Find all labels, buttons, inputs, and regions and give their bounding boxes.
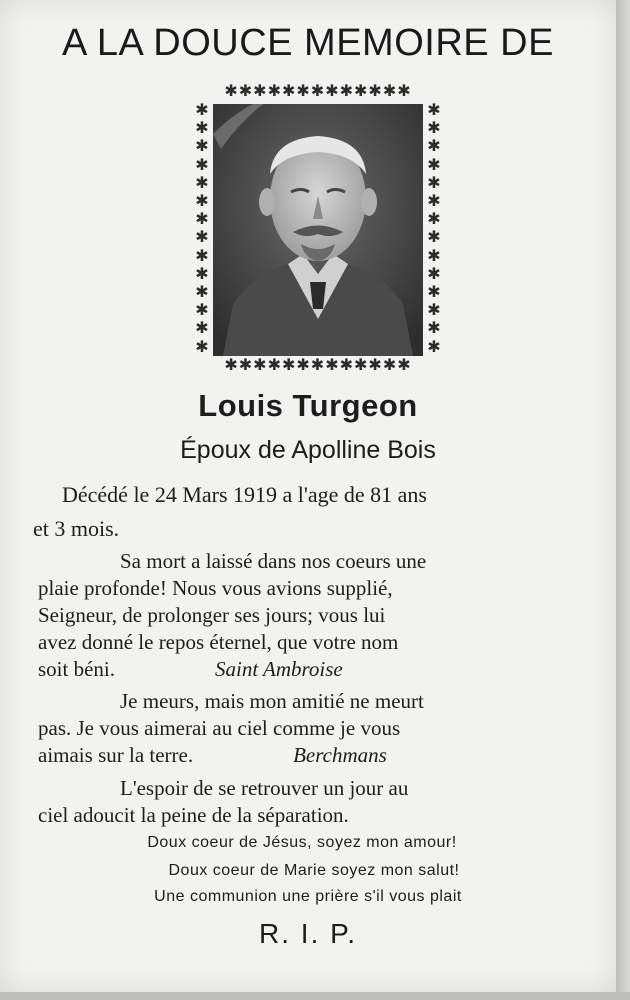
- rip-line: R. I. P.: [259, 918, 357, 949]
- verse-paragraph-1: [38, 548, 576, 683]
- text-line-with-attribution: [38, 656, 576, 683]
- verse-paragraph-2: [38, 688, 576, 769]
- text-line: L'espoir de se retrouver un jour au: [120, 776, 409, 800]
- attribution-saint-ambroise: Saint Ambroise: [215, 657, 343, 681]
- card-heading: A LA DOUCE MEMOIRE DE: [62, 22, 554, 64]
- portrait-photo: [213, 104, 423, 356]
- verse-paragraph-3: [38, 775, 576, 829]
- text-line: Seigneur, de prolonger ses jours; vous lui: [38, 603, 386, 627]
- card-edge-bottom: [0, 992, 630, 1000]
- text-line: Je meurs, mais mon amitié ne meurt: [120, 689, 424, 713]
- star-border-right: ✱ ✱ ✱ ✱ ✱ ✱ ✱ ✱ ✱ ✱ ✱ ✱ ✱ ✱: [427, 102, 441, 356]
- text-line: soit béni.: [38, 657, 115, 681]
- text-line: aimais sur la terre.: [38, 743, 194, 767]
- attribution-berchmans: Berchmans: [293, 743, 387, 767]
- text-line: plaie profonde! Nous vous avions supplié,: [38, 576, 393, 600]
- text-line: Sa mort a laissé dans nos coeurs une: [120, 549, 427, 573]
- star-border-left: ✱ ✱ ✱ ✱ ✱ ✱ ✱ ✱ ✱ ✱ ✱ ✱ ✱ ✱: [195, 102, 209, 356]
- star-border-top: ✱✱✱✱✱✱✱✱✱✱✱✱✱: [224, 84, 412, 100]
- prayer-line-communion: Une communion une prière s'il vous plait: [154, 888, 462, 905]
- prayer-line-jesus: Doux coeur de Jésus, soyez mon amour!: [147, 834, 457, 851]
- deceased-name: Louis Turgeon: [198, 388, 418, 423]
- text-line: avez donné le repos éternel, que votre nom: [38, 630, 399, 654]
- star-border-bottom: ✱✱✱✱✱✱✱✱✱✱✱✱✱: [224, 358, 412, 374]
- prayer-line-marie: Doux coeur de Marie soyez mon salut!: [168, 862, 460, 879]
- card-edge-right: [616, 0, 630, 1000]
- text-line-with-attribution: [38, 742, 576, 769]
- death-age-line: et 3 mois.: [33, 516, 120, 541]
- death-date-line: Décédé le 24 Mars 1919 a l'age de 81 ans: [62, 482, 427, 507]
- text-line: ciel adoucit la peine de la séparation.: [38, 803, 349, 827]
- spouse-line: Époux de Apolline Bois: [180, 436, 436, 464]
- text-line: pas. Je vous aimerai au ciel comme je vous: [38, 716, 401, 740]
